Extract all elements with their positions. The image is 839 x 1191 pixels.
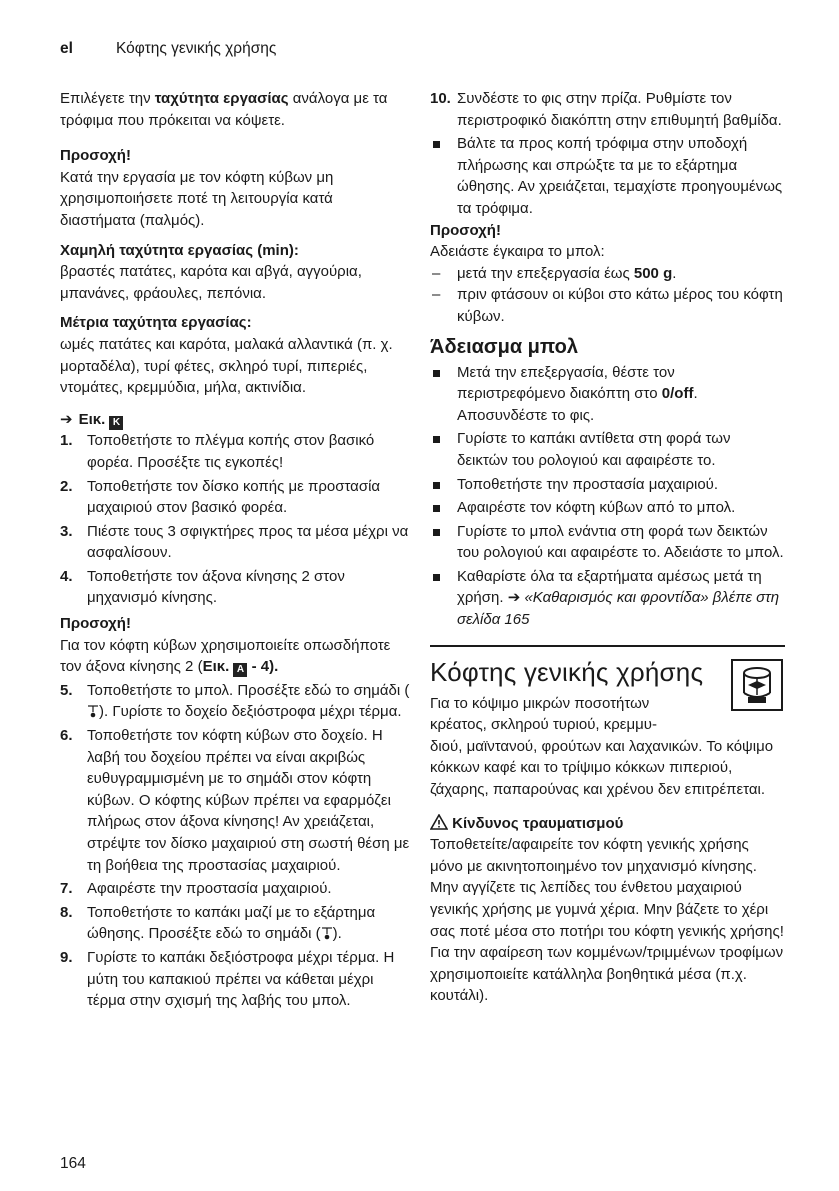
arrow-right-icon: ➔ (60, 410, 73, 428)
header-title: Κόφτης γενικής χρήσης (116, 40, 277, 57)
steps-list-c (430, 88, 785, 131)
figure-letter-badge: A (233, 663, 247, 677)
low-speed-title: Χαμηλή ταχύτητα εργασίας (min): (60, 241, 299, 259)
section-title-row (430, 655, 785, 689)
low-speed-text: βραστές πατάτες, καρότα και αβγά, αγγούρια, μπανάνες, φράουλες, πεπόνια. (60, 263, 362, 302)
list-item: Καθαρίστε όλα τα εξαρτήματα αμέσως μετά τη χρήση. ➔ «Καθαρισμός και φροντίδα» βλέπε στη σελίδα 165 (430, 566, 785, 631)
right-column (430, 88, 785, 1007)
section-heading-empty-bowl: Άδειασμα μπολ (430, 335, 579, 358)
cross-reference-link[interactable]: «Καθαρισμός και φροντίδα» βλέπε στη σελίδα 165 (457, 589, 780, 629)
caution-text: Για τον κόφτη κύβων χρησιμοποιείτε οπωσδήποτε τον άξονα κίνησης 2 (Εικ. A - 4). (60, 636, 391, 676)
bullet-list (430, 362, 785, 631)
caution-text: Κατά την εργασία με τον κόφτη κύβων μη χρησιμοποιήσετε ποτέ τη λειτουργία κατά διαστήματα (παλμός). (60, 168, 334, 229)
mid-speed-title: Μέτρια ταχύτητα εργασίας: (60, 314, 252, 332)
caution-text: Αδειάστε έγκαιρα το μπολ: (430, 243, 605, 261)
list-item: 7. Αφαιρέστε την προστασία μαχαιριού. (60, 880, 332, 898)
arrow-right-icon: ➔ (507, 589, 525, 607)
left-column (60, 88, 410, 1012)
list-item: 6. Τοποθετήστε τον κόφτη κύβων στο δοχείο. Η λαβή του δοχείου πρέπει να είναι ακριβώς ευθυγραμμισμένη με το σημάδι στον κόφτη κύβων. Ο κόφτης κύβων πρέπει να εφαρμόζει πλήρως στον άξονα κίνησης! Αν χρειάζεται, στρέψτε τον δίσκο μαχαιριού στη σωστή θέση με τη βοήθεια της προστασίας μαχαιριού. (60, 727, 410, 874)
section-line: κρέατος, σκληρού τυριού, κρεμμυ- (430, 716, 657, 734)
dash-list (430, 263, 785, 328)
language-code: el (60, 40, 73, 57)
list-item: Μετά την επεξεργασία, θέστε τον περιστρεφόμενο διακόπτη στο 0/off. Αποσυνδέστε το φις. (430, 362, 785, 427)
list-item: Βάλτε τα προς κοπή τρόφιμα στην υποδοχή πλήρωσης και σπρώξτε τα με το εξάρτημα ώθησης. Αν χρειάζεται, τεμαχίστε προηγουμένως τα τρόφιμα. (430, 133, 785, 219)
bullet-list (430, 133, 785, 219)
list-item: 8. Τοποθετήστε το καπάκι μαζί με το εξάρτημα ώθησης. Προσέξτε εδώ το σημάδι ( ). (60, 903, 376, 943)
list-item: 4. Τοποθετήστε τον άξονα κίνησης 2 στον μηχανισμό κίνησης. (60, 567, 345, 607)
caution-title: Προσοχή! (430, 221, 501, 239)
bullet-square-icon (433, 574, 440, 581)
page-number: 164 (60, 1155, 86, 1172)
section-divider (430, 645, 785, 647)
list-item: – μετά την επεξεργασία έως 500 g. (432, 264, 677, 282)
list-item: – πριν φτάσουν οι κύβοι στο κάτω μέρος του κόφτη κύβων. (432, 286, 783, 325)
caution-title: Προσοχή! (60, 147, 131, 165)
list-item: 2. Τοποθετήστε τον δίσκο κοπής με προστασία μαχαιριού στον βασικό φορέα. (60, 477, 381, 517)
list-item: 1. Τοποθετήστε το πλέγμα κοπής στον βασικό φορέα. Προσέξτε τις εγκοπές! (60, 432, 375, 471)
alignment-mark-icon (87, 703, 99, 717)
section-line: Για το κόψιμο μικρών ποσοτήτων (430, 694, 650, 712)
list-item: 9. Γυρίστε το καπάκι δεξιόστροφα μέχρι τέρμα. Η μύτη του καπακιού πρέπει να κάθεται μέχρι τέρμα στην σχισμή της λαβής του μπολ. (60, 948, 395, 1010)
bullet-square-icon (433, 505, 440, 512)
bullet-square-icon (433, 370, 440, 377)
list-item: 3. Πιέστε τους 3 σφιγκτήρες προς τα μέσα μέχρι να ασφαλίσουν. (60, 522, 409, 562)
caution-title: Προσοχή! (60, 615, 131, 633)
bullet-square-icon (433, 436, 440, 443)
danger-heading: Κίνδυνος τραυματισμού (430, 813, 785, 835)
figure-reference: ➔ Εικ. K (60, 409, 410, 431)
list-item: Γυρίστε το μπολ ενάντια στη φορά των δεικτών του ρολογιού και αφαιρέστε το. Αδειάστε το μπολ. (430, 521, 785, 564)
steps-list-a (60, 430, 410, 609)
universal-cutter-icon (731, 659, 783, 711)
list-item: Γυρίστε το καπάκι αντίθετα στη φορά των δεικτών του ρολογιού και αφαιρέστε το. (430, 428, 785, 471)
list-item: Τοποθετήστε την προστασία μαχαιριού. (430, 474, 785, 496)
bullet-square-icon (433, 141, 440, 148)
steps-list-b (60, 680, 410, 1012)
section-title: Κόφτης γενικής χρήσης (430, 656, 704, 687)
figure-letter-badge: K (109, 416, 123, 430)
list-item: 5. Τοποθετήστε το μπολ. Προσέξτε εδώ το σημάδι (). Γυρίστε το δοχείο δεξιόστροφα μέχρι τέρμα. (60, 681, 410, 721)
section-body: διού, μαϊντανού, φρούτων και λαχανικών. Το κόψιμο κόκκων καφέ και το τρίψιμο κόκκων πιπεριού, ζάχαρης, παπαρούνας και χρένου δεν επιτρέπεται. (430, 737, 774, 799)
bullet-square-icon (433, 529, 440, 536)
list-item: 10. Συνδέστε το φις στην πρίζα. Ρυθμίστε τον περιστροφικό διακόπτη στην επιθυμητή βαθμίδα. (430, 90, 782, 129)
mid-speed-text: ωμές πατάτες και καρότα, μαλακά αλλαντικά (π. χ. μορταδέλα), τυρί φέτες, σκληρό τυρί, πιπεριές, ντομάτες, κρεμμύδια, μήλα, ακτινίδια. (60, 335, 393, 397)
intro-emphasis: ταχύτητα εργασίας (154, 90, 289, 107)
warning-triangle-icon (430, 815, 448, 832)
danger-text: Τοποθετείτε/αφαιρείτε τον κόφτη γενικής χρήσης μόνο με ακινητοποιημένο τον μηχανισμό κίνησης. Μην αγγίζετε τις λεπίδες του ένθετου μαχαιριού γενικής χρήσης με γυμνά χέρια. Μην βάζετε το χέρι σας ποτέ μέσα στο ποτήρι του κόφτη γενικής χρήσης! Για την αφαίρεση των κομμένων/τριμμένων τροφίμων χρησιμοποιείτε κατάλληλα βοηθητικά μέσα (π.χ. κουτάλι). (430, 836, 784, 1005)
intro-paragraph: Επιλέγετε την ταχύτητα εργασίας ανάλογα με τα τρόφιμα που πρόκειται να κόψετε. (60, 90, 388, 129)
bullet-square-icon (433, 482, 440, 489)
alignment-mark-icon (321, 925, 333, 939)
list-item: Αφαιρέστε τον κόφτη κύβων από το μπολ. (430, 497, 785, 519)
page-header (60, 38, 276, 60)
